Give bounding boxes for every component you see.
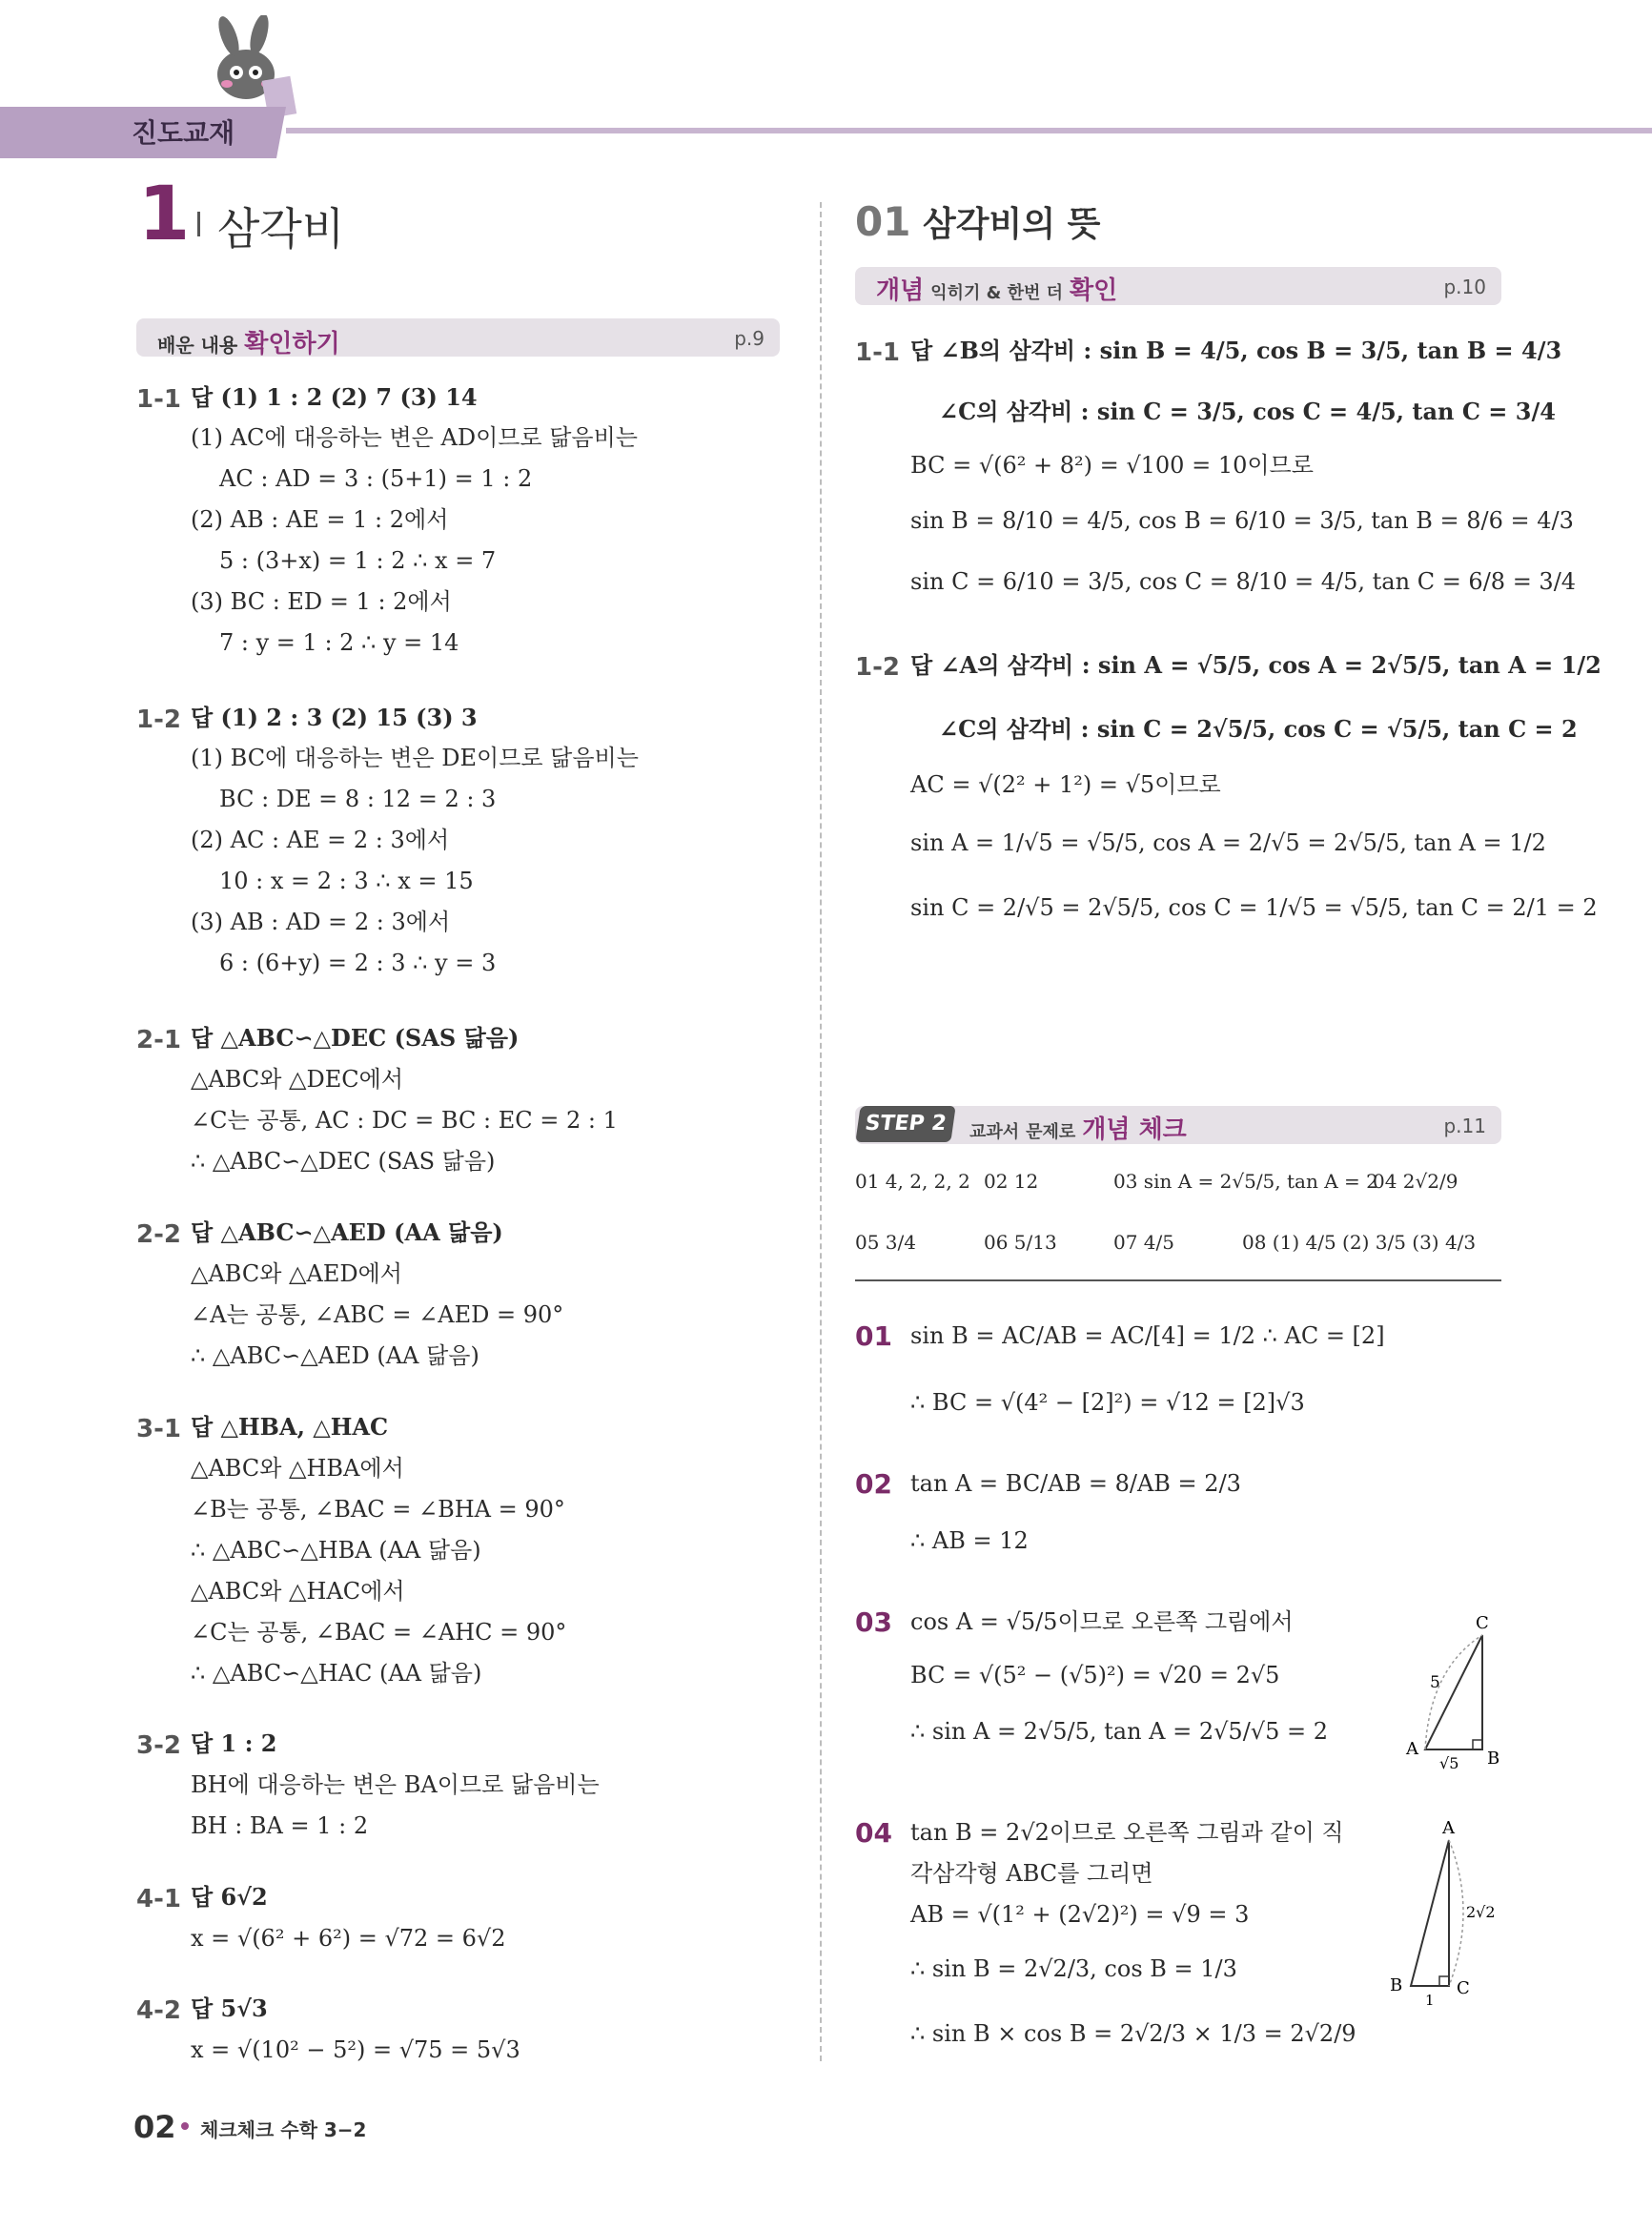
solution-line: △ABC와 △HAC에서 — [191, 1578, 405, 1605]
answer-summary: 07 4/5 — [1113, 1231, 1174, 1254]
vertex-label: C — [1457, 1978, 1470, 1998]
step2-bar-b: 문제로 — [1026, 1122, 1076, 1142]
triangle-figure-04 — [1373, 1816, 1506, 2007]
answer-summary: 01 4, 2, 2, 2 — [855, 1170, 970, 1193]
answer-line: 답 △HBA, △HAC — [191, 1413, 389, 1441]
chapter-number: 1 — [138, 172, 191, 257]
problem-line: ∴ sin B = 2√2/3, cos B = 1/3 — [910, 1955, 1237, 1982]
solution-line: AC : AD = 3 : (5+1) = 1 : 2 — [219, 465, 533, 492]
answer-summary: 02 12 — [984, 1170, 1039, 1193]
answer-line: 답 (1) 2 : 3 (2) 15 (3) 3 — [191, 704, 478, 731]
solution-line: ∠C는 공통, ∠BAC = ∠AHC = 90° — [191, 1619, 567, 1646]
solution-line: ∴ △ABC∽△HAC (AA 닮음) — [191, 1660, 482, 1687]
answer-line: 답 6√2 — [191, 1883, 268, 1911]
section-number: 01 — [855, 198, 911, 245]
solution-line: (1) BC에 대응하는 변은 DE이므로 닮음비는 — [191, 745, 639, 771]
problem-line: ∴ sin B × cos B = 2√2/3 × 1/3 = 2√2/9 — [910, 2020, 1356, 2047]
right-bar-a: 개념 — [876, 276, 925, 305]
solution-line: 5 : (3+x) = 1 : 2 ∴ x = 7 — [219, 547, 497, 574]
solution-line: (2) AC : AE = 2 : 3에서 — [191, 827, 450, 853]
item-number: 1-1 — [136, 385, 181, 414]
footer-bullet — [181, 2122, 189, 2130]
answer-line: 답 ∠A의 삼각비 : sin A = √5/5, cos A = 2√5/5, tan A = 1/2 — [910, 651, 1601, 679]
right-bar-title — [876, 271, 1117, 306]
solution-line: (3) BC : ED = 1 : 2에서 — [191, 588, 452, 615]
problem-line: 각삼각형 ABC를 그리면 — [910, 1860, 1153, 1887]
problem-number: 04 — [855, 1817, 892, 1849]
answer-summary: 03 sin A = 2√5/5, tan A = 2 — [1113, 1170, 1378, 1193]
answer-summary: 04 2√2/9 — [1373, 1170, 1458, 1193]
solution-line: AC = √(2² + 1²) = √5이므로 — [910, 771, 1221, 798]
right-angle-mark — [1439, 1976, 1449, 1986]
solution-line: (3) AB : AD = 2 : 3에서 — [191, 909, 451, 935]
vertex-label: C — [1476, 1613, 1489, 1633]
answer-summary: 06 5/13 — [984, 1231, 1057, 1254]
item-number: 3-1 — [136, 1415, 181, 1443]
item-number: 1-2 — [855, 653, 900, 682]
side-label: 5 — [1430, 1673, 1440, 1692]
triangle-figure-03 — [1392, 1611, 1516, 1773]
problem-line: cos A = √5/5이므로 오른쪽 그림에서 — [910, 1608, 1294, 1635]
right-section-bar — [855, 267, 1501, 305]
solution-line: BH에 대응하는 변은 BA이므로 닮음비는 — [191, 1771, 600, 1798]
solution-line: sin C = 6/10 = 3/5, cos C = 8/10 = 4/5, tan C = 6/8 = 3/4 — [910, 568, 1577, 595]
solution-line: △ABC와 △DEC에서 — [191, 1066, 403, 1093]
solution-line: ∠C는 공통, AC : DC = BC : EC = 2 : 1 — [191, 1107, 618, 1134]
left-bar-prefix: 배운 내용 — [157, 334, 238, 357]
section-title — [855, 197, 1100, 246]
answer-summary: 05 3/4 — [855, 1231, 916, 1254]
step2-bar-title — [969, 1110, 1187, 1145]
solution-line: ∴ △ABC∽△AED (AA 닮음) — [191, 1342, 479, 1369]
item-number: 1-1 — [855, 338, 900, 367]
problem-line: ∴ sin A = 2√5/5, tan A = 2√5/√5 = 2 — [910, 1718, 1328, 1745]
item-number: 4-1 — [136, 1885, 181, 1913]
answer-line: 답 1 : 2 — [191, 1729, 277, 1757]
vertex-label: A — [1406, 1739, 1418, 1759]
answer-summary: 08 (1) 4/5 (2) 3/5 (3) 4/3 — [1242, 1231, 1477, 1254]
solution-line: △ABC와 △HBA에서 — [191, 1455, 404, 1482]
vertex-label: A — [1442, 1818, 1455, 1838]
problem-line: sin B = AC/AB = AC/[4] = 1/2 ∴ AC = [2] — [910, 1322, 1385, 1349]
answer-line: ∠C의 삼각비 : sin C = 2√5/5, cos C = √5/5, tan C = 2 — [939, 715, 1578, 743]
chapter-title: 삼각비 — [217, 203, 345, 255]
problem-number: 02 — [855, 1468, 892, 1500]
item-number: 2-1 — [136, 1026, 181, 1054]
problem-line: tan A = BC/AB = 8/AB = 2/3 — [910, 1470, 1241, 1497]
right-bar-b: 익히기 & 한번 더 — [930, 283, 1064, 303]
answer-line: ∠C의 삼각비 : sin C = 3/5, cos C = 4/5, tan C = 3/4 — [939, 398, 1556, 425]
triangle-shape — [1411, 1840, 1449, 1986]
answer-line: 답 △ABC∽△AED (AA 닮음) — [191, 1218, 503, 1246]
header-label: 진도교재 — [132, 117, 235, 149]
book-title: 체크체크 수학 3−2 — [200, 2118, 367, 2141]
left-bar-page: p.9 — [734, 327, 765, 350]
chapter-separator — [197, 212, 200, 236]
problem-number: 01 — [855, 1320, 892, 1352]
solution-line: ∴ △ABC∽△HBA (AA 닮음) — [191, 1537, 481, 1564]
column-divider — [820, 202, 822, 2061]
solution-line: sin C = 2/√5 = 2√5/5, cos C = 1/√5 = √5/5, tan C = 2/1 = 2 — [910, 894, 1598, 921]
problem-line: AB = √(1² + (2√2)²) = √9 = 3 — [910, 1901, 1250, 1928]
answer-line: 답 △ABC∽△DEC (SAS 닮음) — [191, 1024, 520, 1052]
solution-line: BH : BA = 1 : 2 — [191, 1812, 369, 1839]
solution-line: sin A = 1/√5 = √5/5, cos A = 2/√5 = 2√5/5, tan A = 1/2 — [910, 829, 1546, 856]
vertex-label: B — [1390, 1975, 1403, 1995]
mascot-icon — [191, 15, 305, 120]
header-rule — [286, 128, 1652, 133]
page-number: 02 — [133, 2109, 176, 2145]
problem-line: ∴ BC = √(4² − [2]²) = √12 = [2]√3 — [910, 1389, 1305, 1416]
step2-bar-page: p.11 — [1443, 1115, 1486, 1137]
solution-line: ∴ △ABC∽△DEC (SAS 닮음) — [191, 1148, 496, 1175]
answer-line: 답 ∠B의 삼각비 : sin B = 4/5, cos B = 3/5, tan B = 4/3 — [910, 337, 1562, 364]
solution-line: BC : DE = 8 : 12 = 2 : 3 — [219, 786, 497, 812]
solution-line: x = √(6² + 6²) = √72 = 6√2 — [191, 1925, 506, 1952]
dotted-arc — [1449, 1840, 1463, 1986]
triangle-shape — [1425, 1635, 1482, 1749]
solution-line: x = √(10² − 5²) = √75 = 5√3 — [191, 2036, 520, 2063]
item-number: 3-2 — [136, 1731, 181, 1760]
item-number: 1-2 — [136, 706, 181, 734]
answer-line: 답 5√3 — [191, 1995, 268, 2022]
solution-line: ∠A는 공통, ∠ABC = ∠AED = 90° — [191, 1301, 564, 1328]
problem-line: ∴ AB = 12 — [910, 1527, 1029, 1554]
side-label: 2√2 — [1466, 1903, 1496, 1921]
step2-badge: STEP 2 — [855, 1106, 955, 1142]
solution-line: (2) AB : AE = 1 : 2에서 — [191, 506, 449, 533]
section-name: 삼각비의 뜻 — [923, 205, 1101, 244]
summary-rule — [855, 1279, 1501, 1281]
left-bar-title — [157, 324, 340, 359]
answer-line: 답 (1) 1 : 2 (2) 7 (3) 14 — [191, 383, 478, 411]
right-bar-c: 확인 — [1070, 276, 1118, 305]
item-number: 2-2 — [136, 1220, 181, 1249]
solution-line: ∠B는 공통, ∠BAC = ∠BHA = 90° — [191, 1496, 565, 1523]
solution-line: 10 : x = 2 : 3 ∴ x = 15 — [219, 868, 474, 894]
step2-bar-a: 교과서 — [969, 1122, 1020, 1142]
left-bar-highlight: 확인하기 — [244, 330, 340, 358]
solution-line: sin B = 8/10 = 4/5, cos B = 6/10 = 3/5, tan B = 8/6 = 4/3 — [910, 507, 1574, 534]
right-bar-page: p.10 — [1443, 276, 1486, 298]
problem-line: BC = √(5² − (√5)²) = √20 = 2√5 — [910, 1662, 1280, 1688]
side-label: √5 — [1439, 1754, 1459, 1772]
solution-line: BC = √(6² + 8²) = √100 = 10이므로 — [910, 452, 1314, 479]
problem-line: tan B = 2√2이므로 오른쪽 그림과 같이 직 — [910, 1819, 1344, 1846]
problem-number: 03 — [855, 1606, 892, 1638]
item-number: 4-2 — [136, 1996, 181, 2025]
side-label: 1 — [1425, 1992, 1435, 2007]
vertex-label: B — [1487, 1749, 1500, 1769]
solution-line: 6 : (6+y) = 2 : 3 ∴ y = 3 — [219, 950, 497, 976]
right-angle-mark — [1473, 1740, 1482, 1749]
step2-bar-c: 개념 체크 — [1082, 1115, 1187, 1144]
solution-line: △ABC와 △AED에서 — [191, 1260, 402, 1287]
solution-line: (1) AC에 대응하는 변은 AD이므로 닮음비는 — [191, 424, 638, 451]
solution-line: 7 : y = 1 : 2 ∴ y = 14 — [219, 629, 459, 656]
left-section-bar — [136, 318, 780, 357]
